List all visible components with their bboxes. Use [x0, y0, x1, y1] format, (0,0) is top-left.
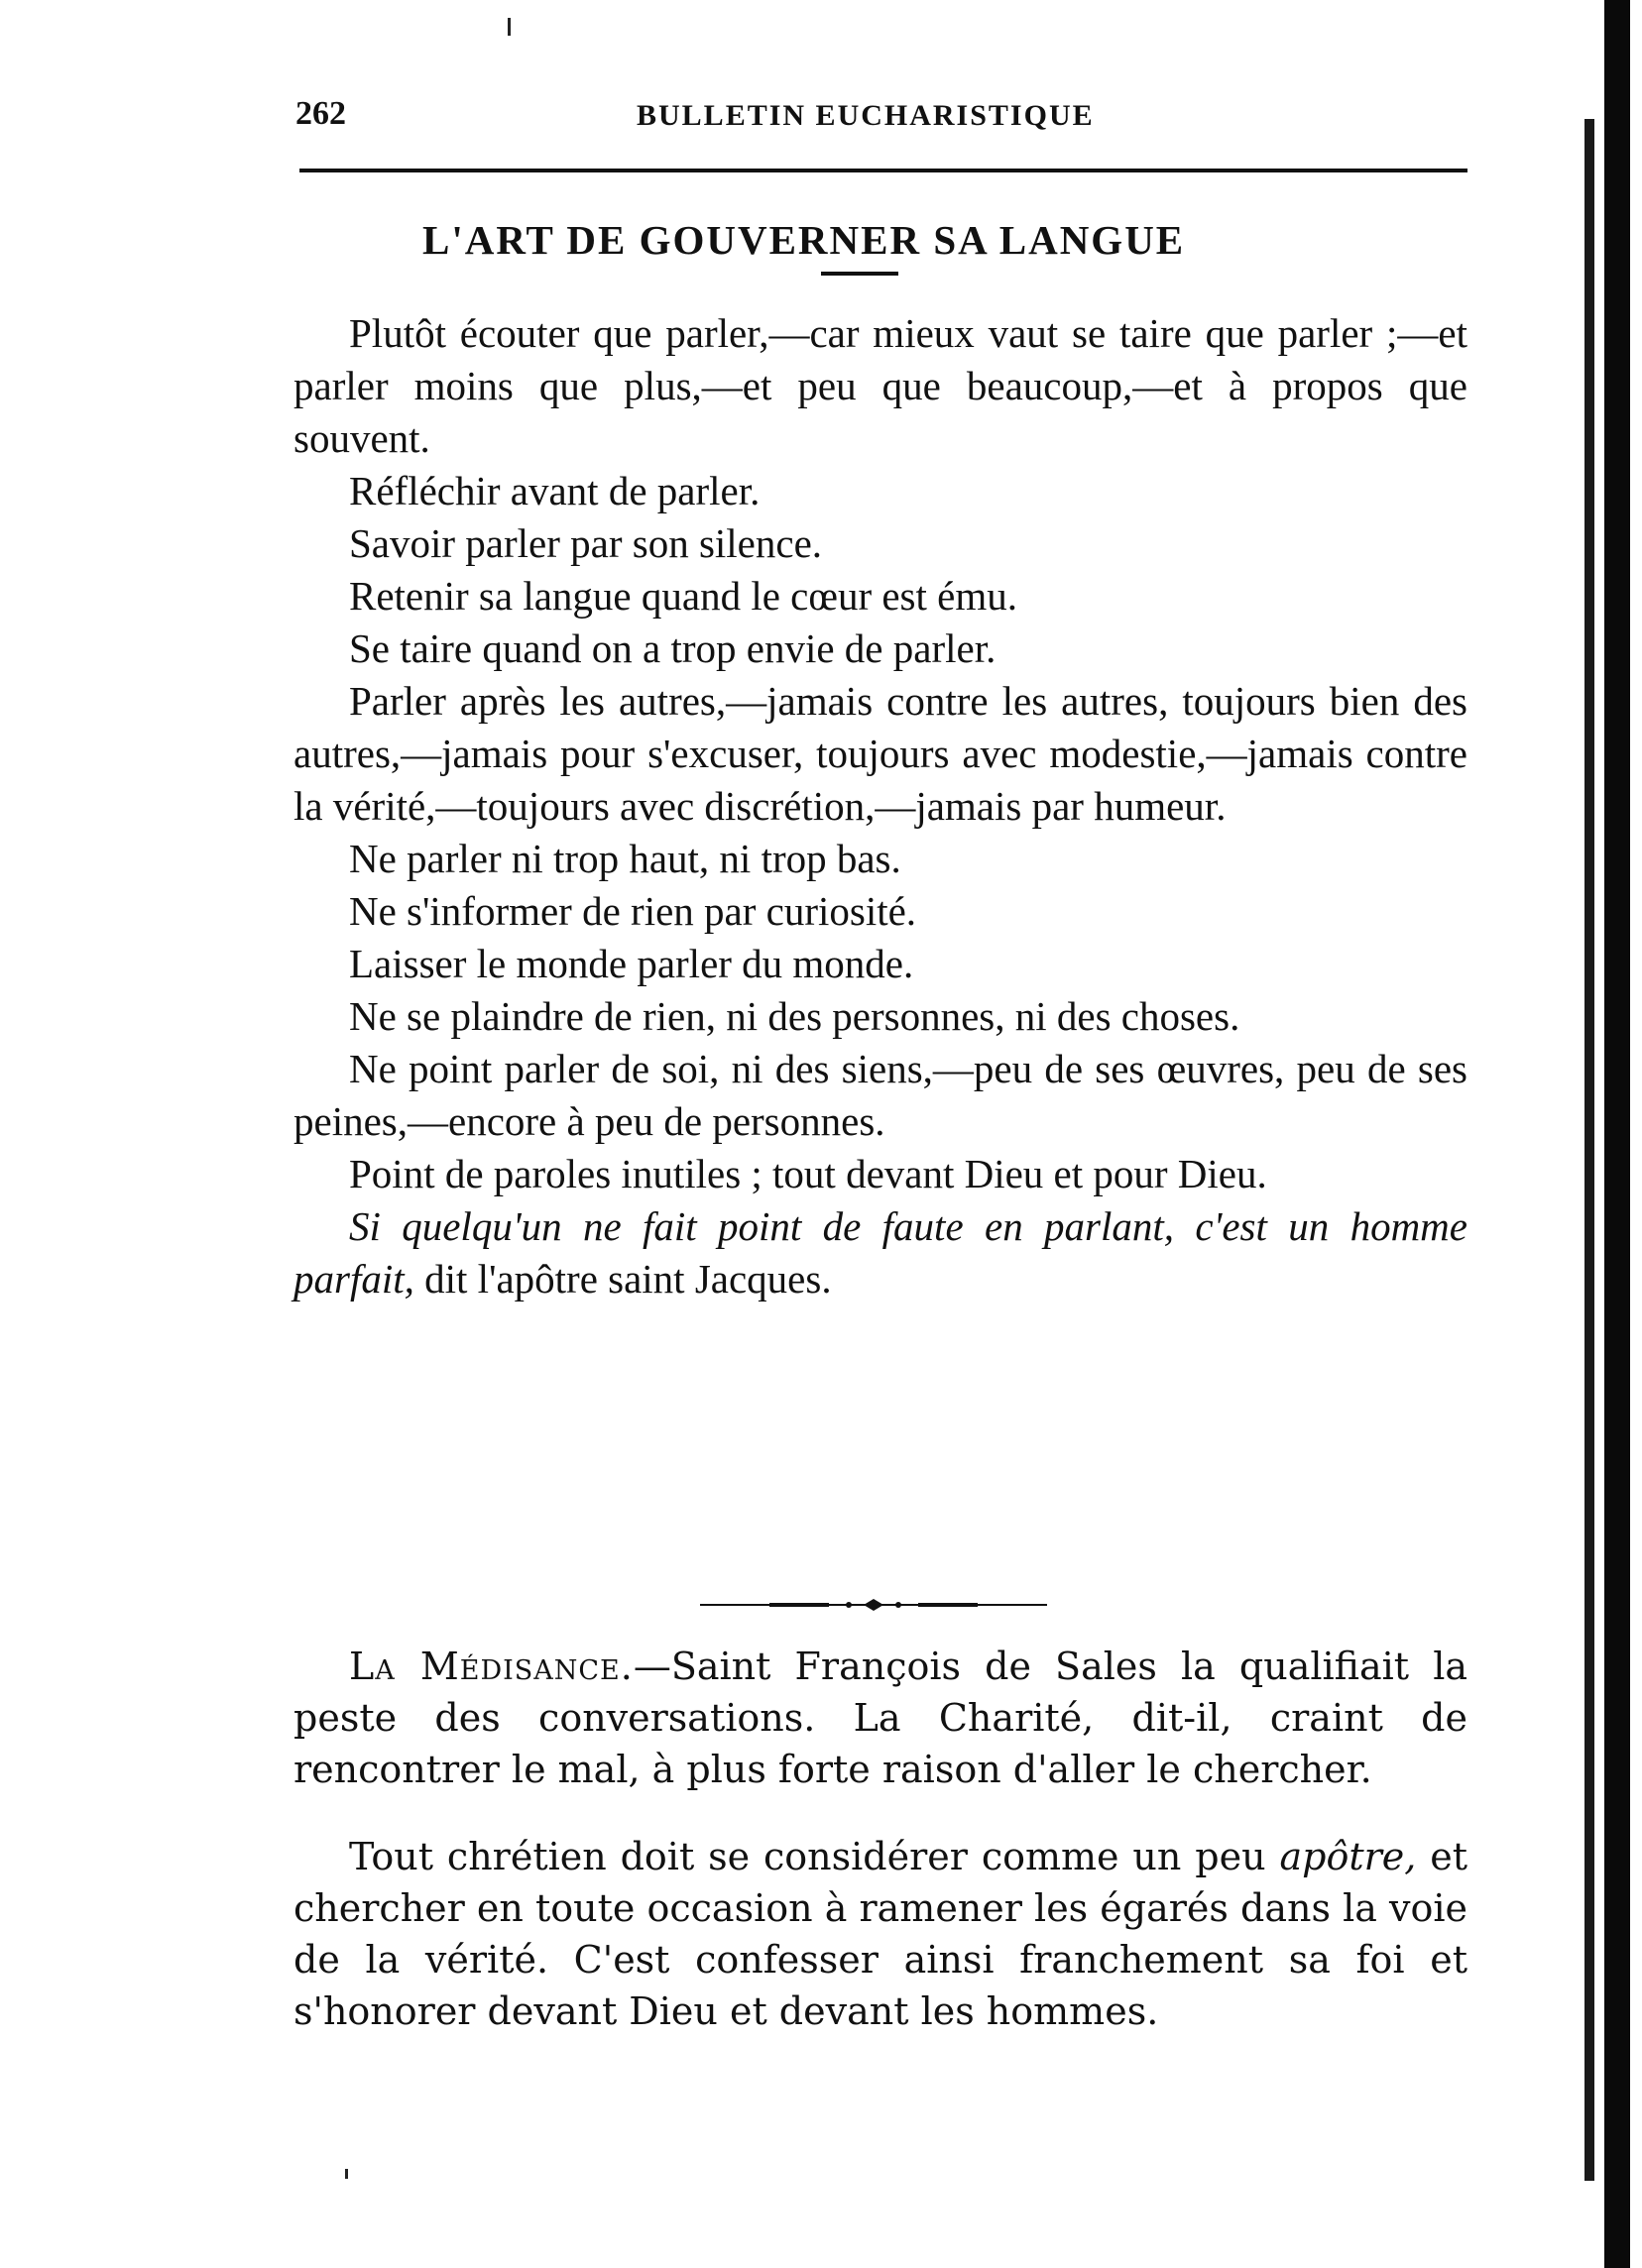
medisance-section — [293, 1641, 1467, 2037]
paragraph: Ne parler ni trop haut, ni trop bas. — [349, 836, 901, 881]
book-page — [293, 89, 1467, 2033]
quote-attribution: dit l'apôtre saint Jacques. — [413, 1256, 832, 1302]
scan-inner-line — [1584, 119, 1594, 2181]
article-body — [293, 307, 1467, 1305]
medisance-paragraph — [293, 1641, 1467, 1795]
paragraph: Plutôt écouter que parler,—car mieux vaut se taire que parler ;—et parler moins que plus,—et peu que beaucoup,—et à propos que souvent. — [293, 310, 1467, 461]
closing-quote: Si quelqu'un ne fait point de faute en parlant, c'est un homme parfait, — [293, 1203, 1467, 1302]
apostle-text-start: Tout chrétien doit se considérer comme un peu — [349, 1835, 1280, 1878]
running-title: BULLETIN EUCHARISTIQUE — [637, 99, 1095, 132]
paragraph: Ne point parler de soi, ni des siens,—peu de ses œuvres, peu de ses peines,—encore à peu de personnes. — [293, 1046, 1467, 1144]
section-heading: La Médisance. — [349, 1644, 634, 1688]
title-rule — [821, 272, 898, 276]
apostle-text-rest: et chercher en toute occasion à ramener les égarés dans la voie de la vérité. C'est confesser ainsi franchement sa foi et s'honorer devant Dieu et devant les hommes. — [293, 1835, 1467, 2033]
paragraph-gap — [293, 1795, 1467, 1831]
closing-quote-paragraph — [293, 1200, 1467, 1305]
apostle-italic: apôtre, — [1279, 1835, 1417, 1878]
medisance-text: —Saint François de Sales la qualifiait la peste des conversations. La Charité, dit-il, craint de rencontrer le mal, à plus forte raison d'aller le chercher. — [293, 1644, 1467, 1791]
scan-border — [1583, 0, 1642, 2268]
paragraph: Se taire quand on a trop envie de parler. — [349, 625, 997, 671]
paragraph: Retenir sa langue quand le cœur est ému. — [349, 573, 1017, 619]
running-head — [293, 89, 1467, 149]
scan-speck — [345, 2169, 348, 2179]
paragraph: Parler après les autres,—jamais contre les autres, toujours bien des autres,—jamais pour s'excuser, toujours avec modestie,—jamais contre la vérité,—toujours avec discrétion,—jamais par humeur. — [293, 678, 1467, 829]
paragraph: Laisser le monde parler du monde. — [349, 941, 914, 986]
paragraph: Savoir parler par son silence. — [349, 520, 823, 566]
paragraph: Réfléchir avant de parler. — [349, 468, 761, 513]
paragraph: Point de paroles inutiles ; tout devant Dieu et pour Dieu. — [349, 1151, 1267, 1196]
scan-edge-bar — [1604, 0, 1630, 2268]
ornament-divider — [700, 1598, 1047, 1612]
paragraph: Ne se plaindre de rien, ni des personnes, ni des choses. — [349, 993, 1240, 1039]
header-rule — [299, 169, 1467, 172]
apostle-paragraph — [293, 1831, 1467, 2037]
paragraph: Ne s'informer de rien par curiosité. — [349, 888, 917, 934]
article-title: L'ART DE GOUVERNER SA LANGUE — [422, 217, 1186, 263]
page-number: 262 — [295, 95, 346, 132]
scan-speck — [508, 18, 511, 36]
